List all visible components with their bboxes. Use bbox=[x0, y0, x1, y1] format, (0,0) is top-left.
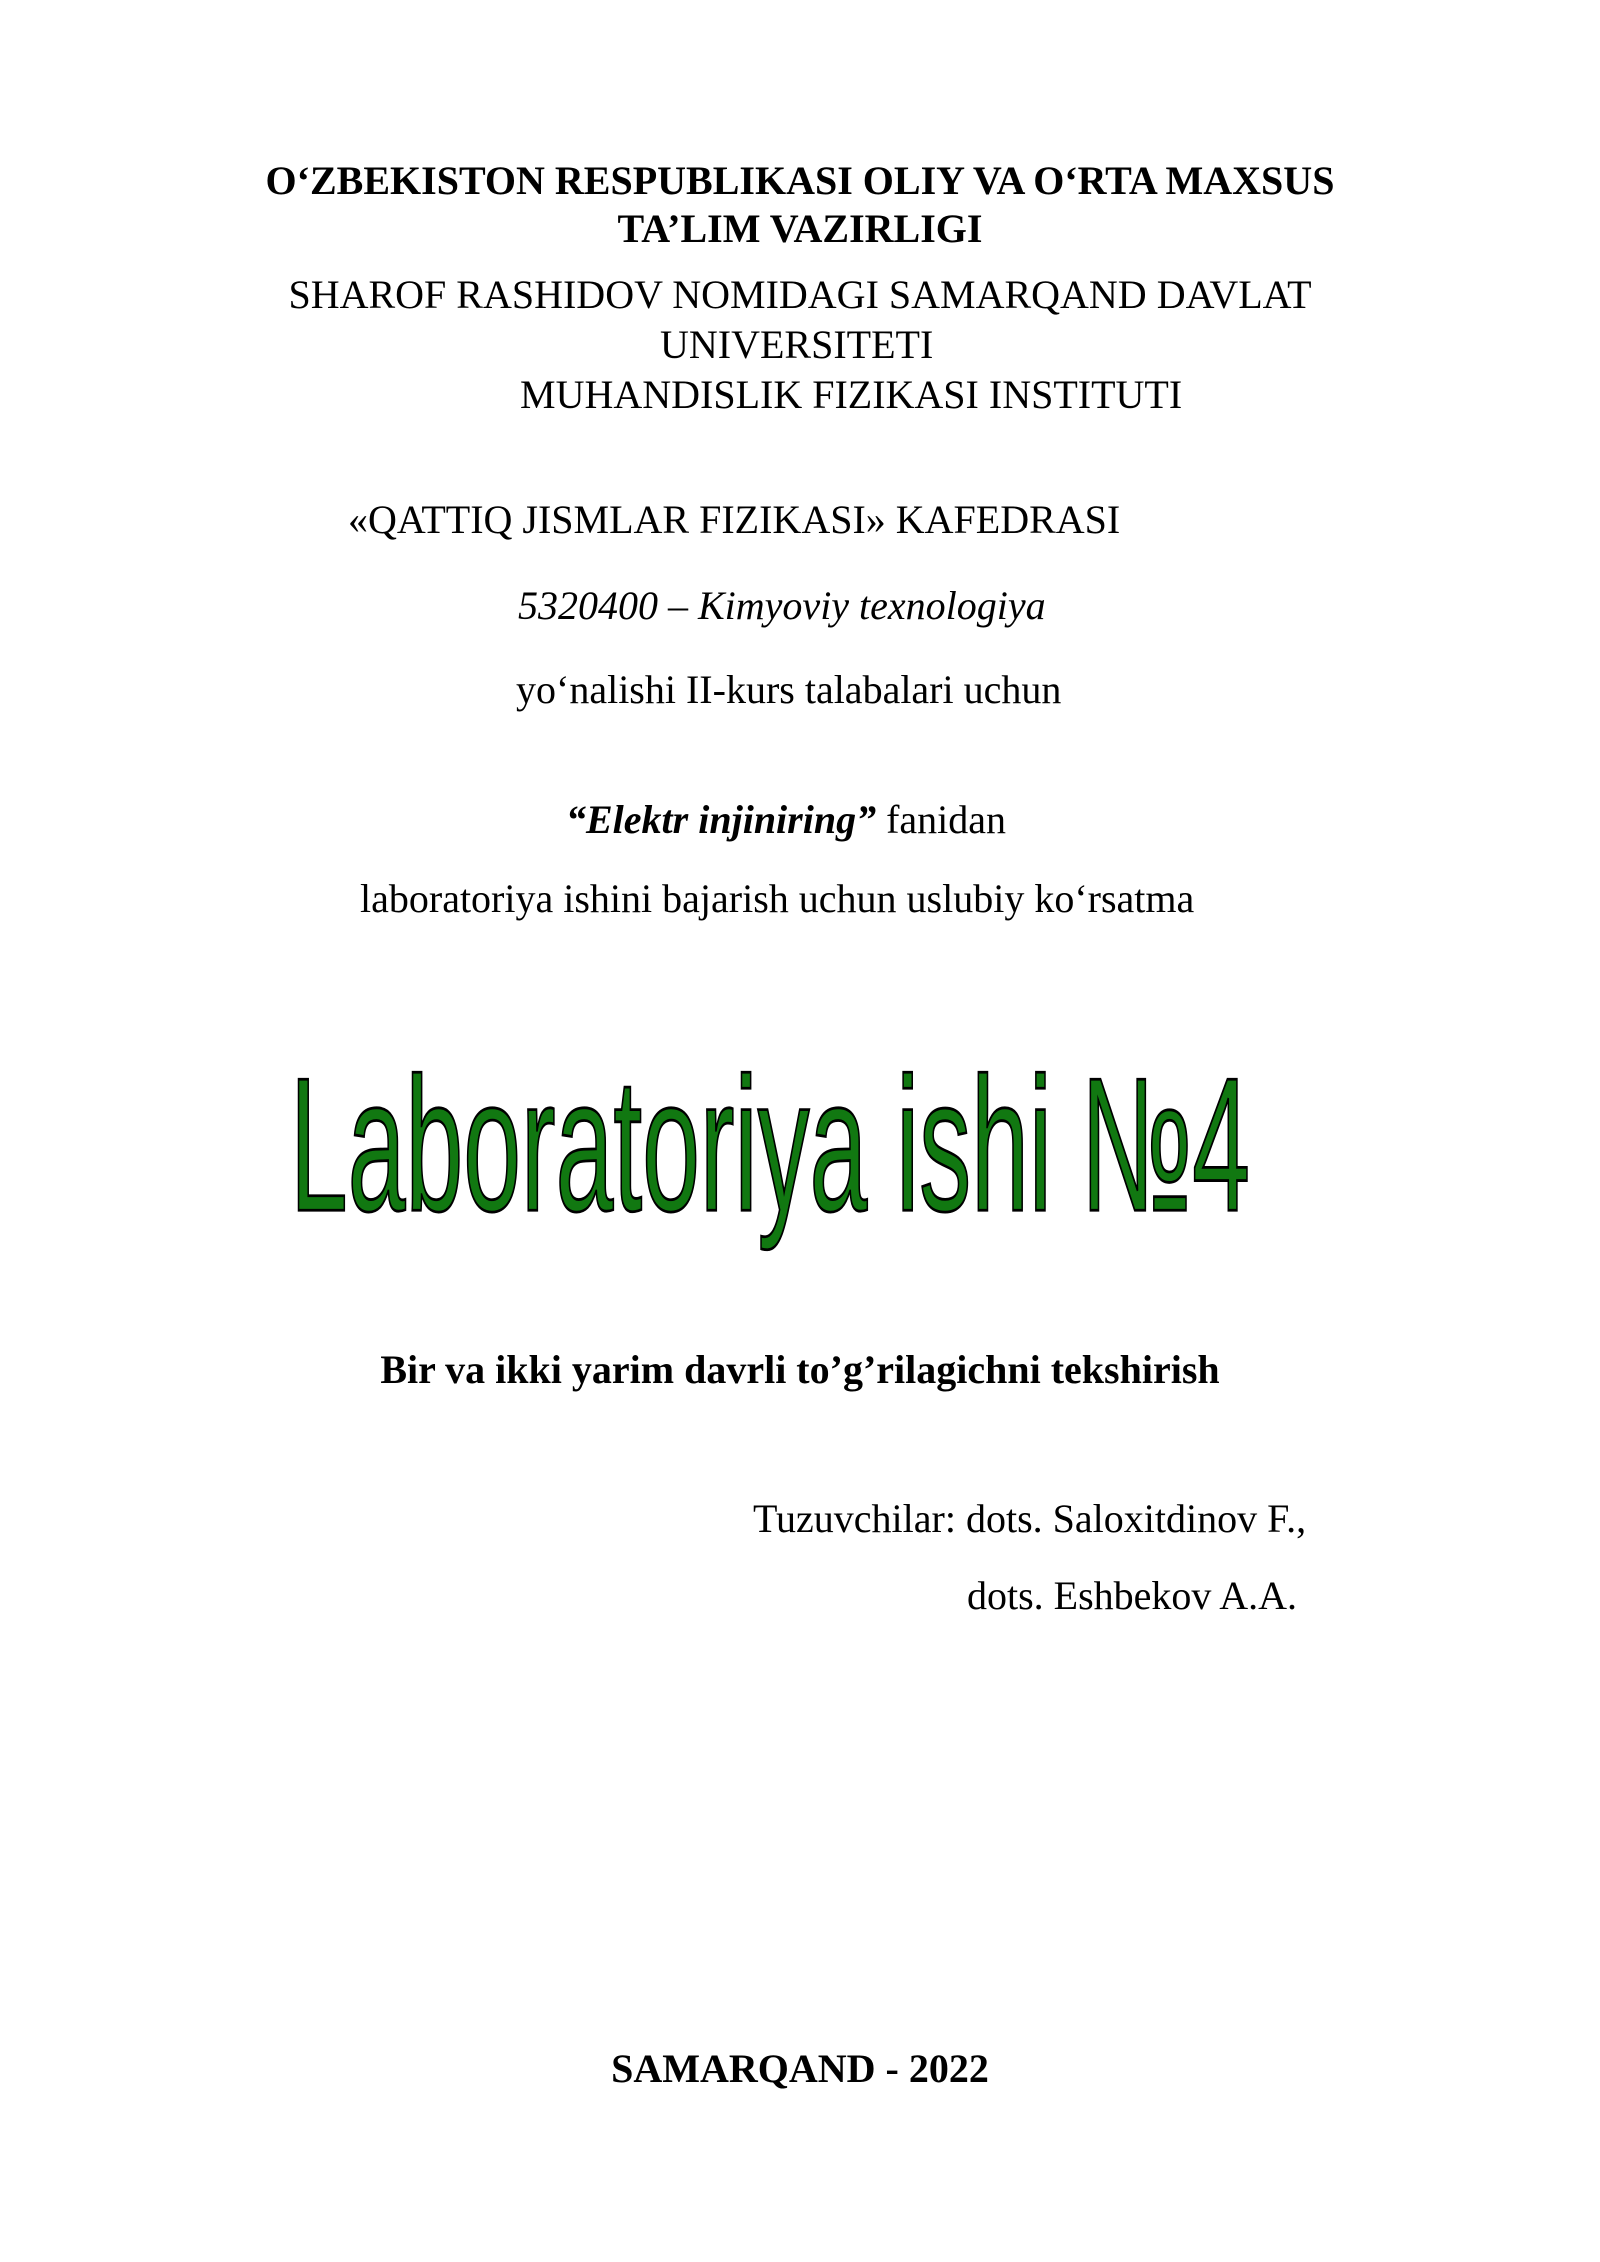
university-name-line2: UNIVERSITETI bbox=[660, 322, 934, 367]
course-line: yo‘nalishi II-kurs talabalari uchun bbox=[516, 667, 1062, 712]
university-name-line1: SHAROF RASHIDOV NOMIDAGI SAMARQAND DAVLAT bbox=[288, 272, 1312, 317]
department-name: «QATTIQ JISMLAR FIZIKASI» KAFEDRASI bbox=[348, 497, 1121, 542]
authors-line1: Tuzuvchilar: dots. Saloxitdinov F., bbox=[753, 1496, 1307, 1541]
purpose-line: laboratoriya ishini bajarish uchun uslubiy ko‘rsatma bbox=[360, 876, 1195, 921]
subject-name: “Elektr injiniring” bbox=[566, 797, 877, 842]
ministry-title-line1: O‘ZBEKISTON RESPUBLIKASI OLIY VA O‘RTA MAXSUS bbox=[265, 158, 1335, 203]
lab-title: Laboratoriya ishi №4 bbox=[290, 1040, 1250, 1252]
subject-line bbox=[566, 797, 1006, 843]
lab-title-wordart bbox=[290, 1040, 1290, 1270]
subject-suffix: fanidan bbox=[876, 797, 1007, 842]
authors-line2: dots. Eshbekov A.A. bbox=[967, 1573, 1297, 1618]
specialty: 5320400 – Kimyoviy texnologiya bbox=[518, 583, 1046, 628]
ministry-title-line2: TA’LIM VAZIRLIGI bbox=[617, 206, 983, 251]
institute-name: MUHANDISLIK FIZIKASI INSTITUTI bbox=[520, 372, 1183, 417]
lab-topic: Bir va ikki yarim davrli to’g’rilagichni tekshirish bbox=[380, 1347, 1220, 1392]
city-year: SAMARQAND - 2022 bbox=[611, 2046, 989, 2091]
